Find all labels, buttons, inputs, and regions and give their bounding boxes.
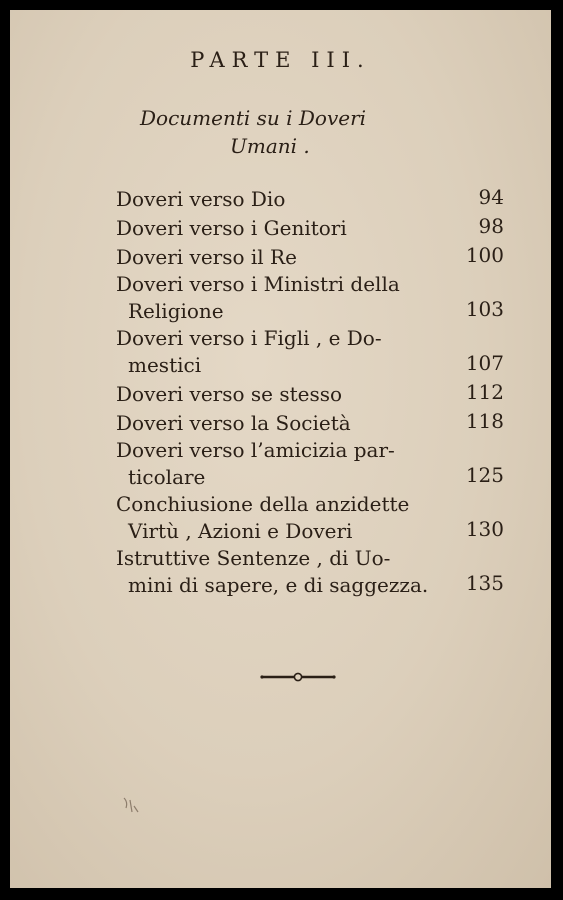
toc-entry-line: Conchiusione della anzidette bbox=[116, 492, 410, 516]
toc-page-number: 100 bbox=[465, 243, 504, 267]
toc-entry-line: Doveri verso Dio bbox=[116, 187, 286, 211]
toc-entry-line: Doveri verso il Re bbox=[116, 245, 297, 269]
toc-entry-title bbox=[116, 215, 347, 242]
toc-entry bbox=[116, 437, 504, 491]
subtitle-line-1: Documenti su i Doveri bbox=[140, 106, 367, 130]
toc-entry-line: Doveri verso se stesso bbox=[116, 382, 343, 406]
toc-entry-line: Istruttive Sentenze , di Uo- bbox=[116, 546, 391, 570]
toc-entry bbox=[116, 325, 504, 379]
section-subtitle bbox=[140, 104, 480, 160]
toc-entry bbox=[116, 491, 504, 545]
toc-entry-title bbox=[116, 545, 428, 599]
toc-entry-title bbox=[116, 244, 297, 271]
toc-page-number: 103 bbox=[465, 297, 504, 321]
toc-entry bbox=[116, 408, 504, 437]
toc-entry-title bbox=[116, 325, 382, 379]
table-of-contents bbox=[116, 184, 504, 599]
toc-page-number: 98 bbox=[478, 214, 504, 238]
toc-entry-line: Doveri verso i Ministri della bbox=[116, 272, 400, 296]
book-page bbox=[10, 10, 551, 888]
toc-entry-line: Virtù , Azioni e Doveri bbox=[128, 519, 353, 543]
toc-entry bbox=[116, 545, 504, 599]
toc-entry-title bbox=[116, 437, 395, 491]
toc-page-number: 94 bbox=[478, 185, 504, 209]
toc-entry bbox=[116, 213, 504, 242]
toc-page-number: 118 bbox=[465, 409, 504, 433]
toc-entry bbox=[116, 242, 504, 271]
part-title: PARTE III. bbox=[190, 48, 371, 72]
toc-entry-line: Doveri verso la Società bbox=[116, 411, 351, 435]
toc-entry-line: Doveri verso l’amicizia par- bbox=[116, 438, 395, 462]
toc-entry-line: mini di sapere, e di saggezza. bbox=[128, 573, 429, 597]
toc-entry-line: Religione bbox=[128, 299, 224, 323]
ornament-divider-icon bbox=[258, 670, 338, 684]
ink-stain-icon bbox=[120, 792, 150, 822]
toc-entry-line: ticolare bbox=[128, 465, 206, 489]
toc-entry bbox=[116, 379, 504, 408]
toc-entry-title bbox=[116, 410, 351, 437]
toc-entry-line: Doveri verso i Figli , e Do- bbox=[116, 326, 382, 350]
toc-page-number: 107 bbox=[465, 351, 504, 375]
toc-page-number: 125 bbox=[465, 463, 504, 487]
toc-page-number: 135 bbox=[465, 571, 504, 595]
toc-entry-line: mestici bbox=[128, 353, 202, 377]
toc-page-number: 112 bbox=[465, 380, 504, 404]
toc-entry-title bbox=[116, 186, 285, 213]
toc-entry bbox=[116, 271, 504, 325]
toc-entry-title bbox=[116, 491, 409, 545]
toc-entry bbox=[116, 184, 504, 213]
subtitle-line-2: Umani . bbox=[230, 134, 310, 158]
toc-entry-line: Doveri verso i Genitori bbox=[116, 216, 347, 240]
toc-page-number: 130 bbox=[465, 517, 504, 541]
toc-entry-title bbox=[116, 381, 342, 408]
toc-entry-title bbox=[116, 271, 400, 325]
